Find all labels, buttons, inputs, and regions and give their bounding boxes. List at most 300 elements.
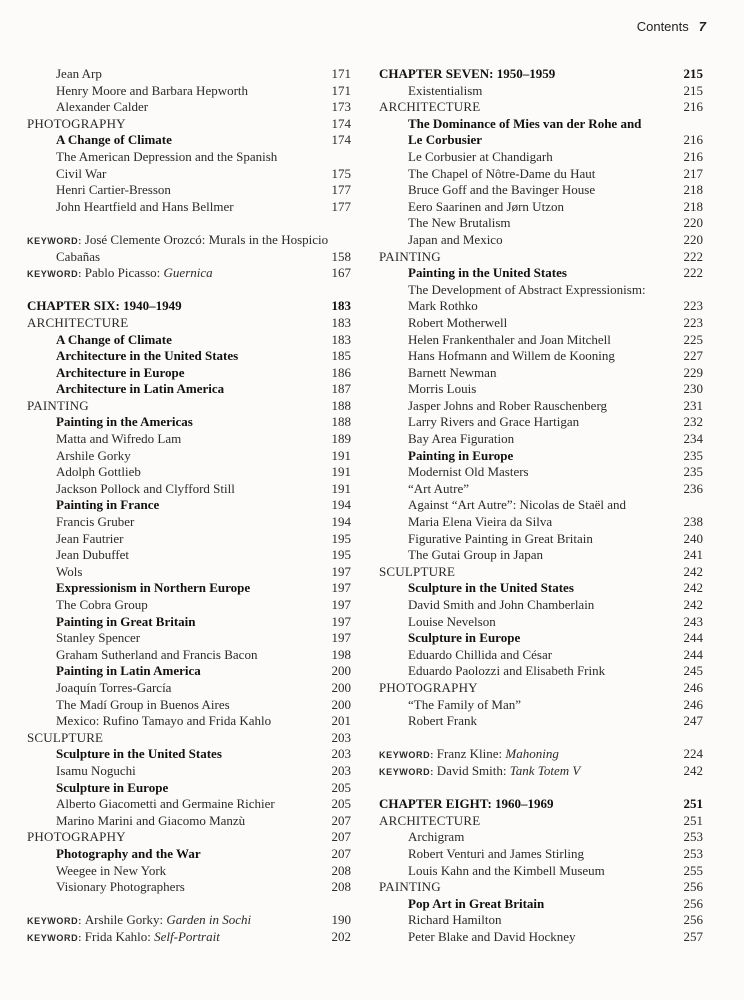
- entry-page-number: 197: [331, 597, 351, 612]
- toc-entry: [27, 813, 351, 830]
- entry-page-number: 191: [331, 447, 351, 463]
- entry-title: Cabañas: [56, 248, 101, 264]
- toc-entry: [379, 282, 703, 299]
- entry-title: Eduardo Paolozzi and Elisabeth Frink: [408, 663, 606, 679]
- entry-page-number: 216: [683, 148, 703, 164]
- entry-page-number: 217: [683, 165, 703, 181]
- entry-page-number: 185: [331, 348, 351, 364]
- entry-page-number: 218: [683, 198, 703, 214]
- toc-entry: [379, 381, 703, 398]
- subsection-heading: [379, 265, 703, 282]
- toc-entry: [27, 763, 351, 780]
- entry-title: CHAPTER SEVEN: 1950–1959: [379, 66, 556, 81]
- entry-page-number: 222: [683, 265, 703, 281]
- entry-title: Eero Saarinen and Jørn Utzon: [408, 198, 564, 214]
- entry-page-number: 203: [331, 762, 351, 778]
- entry-title: The Madí Group in Buenos Aires: [56, 696, 230, 712]
- entry-title: Peter Blake and David Hockney: [408, 928, 576, 944]
- entry-page-number: 227: [683, 348, 703, 364]
- entry-title: Joaquín Torres-García: [56, 679, 172, 695]
- section-heading: [27, 398, 351, 415]
- subsection-heading: [379, 630, 703, 647]
- entry-page-number: 201: [331, 713, 351, 729]
- entry-page-number: 207: [331, 812, 351, 828]
- section-heading: [379, 680, 703, 697]
- subsection-heading: [27, 381, 351, 398]
- entry-page-number: 175: [331, 165, 351, 181]
- header-title: Contents: [636, 19, 689, 34]
- entry-page-number: 234: [683, 431, 703, 447]
- subsection-heading: [27, 780, 351, 797]
- toc-entry: [379, 647, 703, 664]
- toc-entry: [27, 99, 351, 116]
- entry-title: “The Family of Man”: [408, 696, 521, 712]
- keyword-entry: [27, 912, 351, 929]
- entry-title: ARCHITECTURE: [379, 812, 481, 828]
- entry-title: PAINTING: [379, 248, 441, 264]
- entry-page-number: 194: [331, 497, 351, 513]
- spacer: [27, 282, 351, 299]
- entry-page-number: 189: [331, 431, 351, 447]
- subsection-heading: [379, 116, 703, 133]
- entry-page-number: 183: [331, 331, 351, 347]
- entry-page-number: 202: [331, 928, 351, 944]
- toc-entry: [27, 514, 351, 531]
- keyword-work-title: Garden in Sochi: [166, 912, 252, 928]
- entry-page-number: 167: [331, 265, 351, 281]
- running-header: [637, 19, 706, 34]
- entry-page-number: 173: [331, 99, 351, 115]
- toc-entry: [27, 713, 351, 730]
- toc-entry: [27, 83, 351, 100]
- entry-page-number: 238: [683, 514, 703, 530]
- entry-page-number: 174: [331, 115, 351, 131]
- toc-entry: [379, 182, 703, 199]
- entry-page-number: 246: [683, 679, 703, 695]
- entry-title: Sculpture in the United States: [408, 580, 574, 596]
- entry-page-number: 200: [331, 679, 351, 695]
- entry-title: Sculpture in Europe: [408, 630, 521, 646]
- entry-title: Jean Fautrier: [56, 530, 124, 546]
- subsection-heading: [27, 365, 351, 382]
- toc-entry: [379, 332, 703, 349]
- section-heading: [379, 564, 703, 581]
- keyword-text: Frida Kahlo:: [84, 928, 155, 944]
- entry-page-number: 171: [331, 82, 351, 98]
- entry-title: ARCHITECTURE: [379, 99, 481, 115]
- entry-title: Robert Venturi and James Stirling: [408, 845, 584, 861]
- entry-page-number: 225: [683, 331, 703, 347]
- entry-page-number: 251: [683, 796, 703, 812]
- entry-title: The Chapel of Nôtre-Dame du Haut: [408, 165, 596, 181]
- entry-title: Adolph Gottlieb: [56, 464, 141, 480]
- entry-title: Eduardo Chillida and César: [408, 646, 553, 662]
- keyword-work-title: Mahoning: [505, 746, 559, 762]
- entry-page-number: 203: [331, 729, 351, 745]
- entry-page-number: 215: [683, 82, 703, 98]
- entry-page-number: 177: [331, 198, 351, 214]
- toc-entry: [379, 697, 703, 714]
- spacer: [27, 215, 351, 232]
- subsection-heading: [27, 580, 351, 597]
- entry-title: Jackson Pollock and Clyfford Still: [56, 480, 235, 496]
- entry-page-number: 186: [331, 364, 351, 380]
- entry-page-number: 242: [683, 597, 703, 612]
- entry-title: Jean Arp: [56, 66, 102, 81]
- entry-title: Alexander Calder: [56, 99, 149, 115]
- entry-page-number: 220: [683, 215, 703, 231]
- keyword-entry: [379, 746, 703, 763]
- entry-page-number: 231: [683, 397, 703, 413]
- entry-page-number: 198: [331, 646, 351, 662]
- entry-title: Le Corbusier: [408, 132, 483, 148]
- entry-page-number: 208: [331, 862, 351, 878]
- entry-title: CHAPTER SIX: 1940–1949: [27, 298, 182, 314]
- entry-page-number: 256: [683, 895, 703, 911]
- toc-entry: [379, 464, 703, 481]
- toc-entry: [379, 531, 703, 548]
- entry-page-number: 235: [683, 447, 703, 463]
- entry-title: Hans Hofmann and Willem de Kooning: [408, 348, 615, 364]
- entry-page-number: 191: [331, 480, 351, 496]
- entry-title: Arshile Gorky: [56, 447, 131, 463]
- entry-title: Jean Dubuffet: [56, 547, 130, 563]
- spacer: [379, 780, 703, 797]
- entry-page-number: 223: [683, 298, 703, 314]
- toc-entry: [379, 829, 703, 846]
- entry-title: Wols: [56, 563, 83, 579]
- subsection-heading: [27, 332, 351, 349]
- entry-title: Matta and Wifredo Lam: [56, 431, 182, 447]
- entry-page-number: 183: [331, 298, 351, 314]
- entry-page-number: 242: [683, 563, 703, 579]
- toc-entry: [379, 215, 703, 232]
- entry-page-number: 203: [331, 746, 351, 762]
- toc-entry: [27, 680, 351, 697]
- entry-title: Sculpture in the United States: [56, 746, 222, 762]
- keyword-text: Franz Kline:: [436, 746, 506, 762]
- toc-entry: [379, 431, 703, 448]
- entry-title: Robert Frank: [408, 713, 477, 729]
- entry-page-number: 232: [683, 414, 703, 430]
- entry-page-number: 174: [331, 132, 351, 148]
- toc-entry: [27, 796, 351, 813]
- keyword-entry: [27, 232, 351, 249]
- entry-page-number: 197: [331, 613, 351, 629]
- entry-title: Bay Area Figuration: [408, 431, 515, 447]
- entry-page-number: 197: [331, 563, 351, 579]
- toc-entry: [379, 481, 703, 498]
- section-heading: [379, 879, 703, 896]
- entry-page-number: 195: [331, 530, 351, 546]
- entry-page-number: 256: [683, 879, 703, 895]
- section-heading: [379, 249, 703, 266]
- entry-title: Bruce Goff and the Bavinger House: [408, 182, 596, 198]
- entry-page-number: 245: [683, 663, 703, 679]
- entry-page-number: 207: [331, 845, 351, 861]
- entry-title: “Art Autre”: [408, 480, 470, 496]
- section-heading: [379, 99, 703, 116]
- entry-title: Painting in the Americas: [56, 414, 193, 430]
- toc-entry: [379, 166, 703, 183]
- toc-column-left: [27, 66, 351, 945]
- entry-title: Louis Kahn and the Kimbell Museum: [408, 862, 605, 878]
- entry-page-number: 190: [331, 912, 351, 928]
- toc-entry: [379, 232, 703, 249]
- page-number: 7: [698, 19, 706, 34]
- entry-page-number: 187: [331, 381, 351, 397]
- toc-entry: [27, 531, 351, 548]
- entry-page-number: 243: [683, 613, 703, 629]
- entry-page-number: 251: [683, 812, 703, 828]
- entry-page-number: 235: [683, 464, 703, 480]
- subsection-heading: [27, 497, 351, 514]
- toc-entry: [379, 414, 703, 431]
- spacer: [379, 730, 703, 747]
- entry-title: Le Corbusier at Chandigarh: [408, 148, 553, 164]
- toc-entry: [27, 564, 351, 581]
- section-heading: [27, 116, 351, 133]
- toc-entry: [27, 464, 351, 481]
- keyword-label: KEYWORD:: [27, 916, 82, 927]
- entry-page-number: 194: [331, 514, 351, 530]
- toc-entry: [27, 431, 351, 448]
- entry-title: Photography and the War: [56, 845, 201, 861]
- entry-page-number: 246: [683, 696, 703, 712]
- entry-page-number: 224: [683, 746, 703, 762]
- entry-page-number: 257: [683, 928, 703, 944]
- toc-entry: [379, 863, 703, 880]
- toc-entry: [27, 149, 351, 166]
- entry-title: The Cobra Group: [56, 597, 148, 612]
- entry-title: Civil War: [56, 165, 107, 181]
- entry-title: CHAPTER EIGHT: 1960–1969: [379, 796, 554, 812]
- entry-page-number: 240: [683, 530, 703, 546]
- entry-title: David Smith and John Chamberlain: [408, 597, 595, 612]
- entry-title: A Change of Climate: [56, 132, 172, 148]
- entry-page-number: 220: [683, 231, 703, 247]
- toc-entry: [27, 547, 351, 564]
- toc-entry: [379, 497, 703, 514]
- entry-title: Morris Louis: [408, 381, 477, 397]
- entry-page-number: 230: [683, 381, 703, 397]
- entry-title: Japan and Mexico: [408, 231, 503, 247]
- entry-title: Richard Hamilton: [408, 912, 502, 928]
- toc-entry: [379, 547, 703, 564]
- entry-title: Jasper Johns and Rober Rauschenberg: [408, 397, 608, 413]
- subsection-heading: [27, 614, 351, 631]
- subsection-heading: [27, 846, 351, 863]
- entry-title: Sculpture in Europe: [56, 779, 169, 795]
- toc-entry: [27, 597, 351, 614]
- entry-page-number: 218: [683, 182, 703, 198]
- entry-page-number: 216: [683, 99, 703, 115]
- entry-title: Visionary Photographers: [56, 879, 185, 895]
- entry-page-number: 236: [683, 480, 703, 496]
- subsection-heading: [27, 414, 351, 431]
- entry-page-number: 242: [683, 762, 703, 778]
- entry-page-number: 222: [683, 248, 703, 264]
- keyword-text: José Clemente Orozcó: Murals in the Hospicio: [84, 231, 329, 247]
- entry-title: John Heartfield and Hans Bellmer: [56, 198, 234, 214]
- toc-entry: [379, 199, 703, 216]
- entry-title: Isamu Noguchi: [56, 762, 136, 778]
- section-heading: [27, 315, 351, 332]
- toc-entry: [379, 614, 703, 631]
- entry-title: Figurative Painting in Great Britain: [408, 530, 593, 546]
- toc-entry: [379, 315, 703, 332]
- entry-page-number: 216: [683, 132, 703, 148]
- toc-entry: [379, 912, 703, 929]
- keyword-work-title: Self-Portrait: [154, 928, 220, 944]
- toc-entry: [379, 597, 703, 614]
- entry-title: Louise Nevelson: [408, 613, 496, 629]
- subsection-heading: [27, 348, 351, 365]
- entry-title: PHOTOGRAPHY: [27, 829, 126, 845]
- entry-page-number: 197: [331, 580, 351, 596]
- spacer: [27, 896, 351, 913]
- toc-entry: [379, 398, 703, 415]
- entry-title: Henri Cartier-Bresson: [56, 182, 171, 198]
- keyword-entry: [27, 265, 351, 282]
- entry-page-number: 200: [331, 696, 351, 712]
- entry-title: The Development of Abstract Expressionism:: [408, 281, 646, 297]
- toc-entry: [27, 630, 351, 647]
- toc-column-right: [379, 66, 703, 945]
- entry-title: Archigram: [408, 829, 465, 845]
- entry-page-number: 171: [331, 66, 351, 81]
- entry-page-number: 191: [331, 464, 351, 480]
- entry-page-number: 215: [683, 66, 703, 81]
- toc-entry: [27, 199, 351, 216]
- entry-page-number: 244: [683, 630, 703, 646]
- entry-title: Expressionism in Northern Europe: [56, 580, 251, 596]
- entry-page-number: 208: [331, 879, 351, 895]
- entry-title: Maria Elena Vieira da Silva: [408, 514, 553, 530]
- keyword-entry: [379, 763, 703, 780]
- entry-title: Against “Art Autre”: Nicolas de Staël and: [408, 497, 627, 513]
- entry-title: Henry Moore and Barbara Hepworth: [56, 82, 249, 98]
- entry-page-number: 195: [331, 547, 351, 563]
- toc-entry: [27, 182, 351, 199]
- chapter-heading: [379, 796, 703, 813]
- entry-title: The American Depression and the Spanish: [56, 148, 278, 164]
- subsection-heading: [379, 132, 703, 149]
- entry-title: Alberto Giacometti and Germaine Richier: [56, 796, 275, 812]
- toc-entry: [27, 66, 351, 83]
- subsection-heading: [27, 746, 351, 763]
- entry-title: Weegee in New York: [56, 862, 167, 878]
- subsection-heading: [27, 663, 351, 680]
- keyword-label: KEYWORD:: [27, 235, 82, 246]
- entry-title: PAINTING: [379, 879, 441, 895]
- entry-page-number: 188: [331, 397, 351, 413]
- entry-page-number: 205: [331, 796, 351, 812]
- toc-entry: [379, 929, 703, 946]
- entry-title: Stanley Spencer: [56, 630, 141, 646]
- toc-entry: [27, 448, 351, 465]
- entry-title: The New Brutalism: [408, 215, 511, 231]
- entry-title: Robert Motherwell: [408, 314, 508, 330]
- keyword-label: KEYWORD:: [379, 766, 434, 777]
- entry-page-number: 158: [331, 248, 351, 264]
- keyword-text: Pablo Picasso:: [84, 265, 164, 281]
- entry-page-number: 253: [683, 845, 703, 861]
- entry-page-number: 244: [683, 646, 703, 662]
- toc-entry: [379, 663, 703, 680]
- entry-title: A Change of Climate: [56, 331, 172, 347]
- toc-entry: [379, 846, 703, 863]
- entry-page-number: 223: [683, 314, 703, 330]
- entry-page-number: 256: [683, 912, 703, 928]
- entry-page-number: 205: [331, 779, 351, 795]
- entry-title: Francis Gruber: [56, 514, 135, 530]
- toc-entry: [27, 166, 351, 183]
- toc-entry: [27, 863, 351, 880]
- entry-page-number: 253: [683, 829, 703, 845]
- entry-page-number: 188: [331, 414, 351, 430]
- entry-title: PHOTOGRAPHY: [27, 115, 126, 131]
- entry-title: Painting in France: [56, 497, 160, 513]
- entry-title: Architecture in the United States: [56, 348, 239, 364]
- entry-title: The Gutai Group in Japan: [408, 547, 544, 563]
- entry-title: Mexico: Rufino Tamayo and Frida Kahlo: [56, 713, 272, 729]
- keyword-label: KEYWORD:: [379, 750, 434, 761]
- toc-entry: [379, 149, 703, 166]
- toc-entry: [27, 697, 351, 714]
- entry-title: Barnett Newman: [408, 364, 497, 380]
- entry-title: Modernist Old Masters: [408, 464, 529, 480]
- entry-title: SCULPTURE: [27, 729, 104, 745]
- entry-title: Architecture in Latin America: [56, 381, 225, 397]
- toc-entry: [379, 348, 703, 365]
- keyword-text: Arshile Gorky:: [84, 912, 167, 928]
- entry-title: Pop Art in Great Britain: [408, 895, 545, 911]
- entry-title: Marino Marini and Giacomo Manzù: [56, 812, 246, 828]
- subsection-heading: [379, 896, 703, 913]
- entry-title: Larry Rivers and Grace Hartigan: [408, 414, 580, 430]
- toc-entry: [27, 481, 351, 498]
- toc-entry: [379, 298, 703, 315]
- entry-title: The Dominance of Mies van der Rohe and: [408, 115, 642, 131]
- entry-title: Graham Sutherland and Francis Bacon: [56, 646, 258, 662]
- entry-title: Mark Rothko: [408, 298, 478, 314]
- entry-title: Painting in Great Britain: [56, 613, 196, 629]
- section-heading: [379, 813, 703, 830]
- section-heading: [27, 730, 351, 747]
- entry-title: Helen Frankenthaler and Joan Mitchell: [408, 331, 611, 347]
- toc-entry: [27, 647, 351, 664]
- entry-page-number: 241: [683, 547, 703, 563]
- toc-entry: [379, 713, 703, 730]
- subsection-heading: [379, 448, 703, 465]
- keyword-work-title: Guernica: [163, 265, 213, 281]
- entry-page-number: 255: [683, 862, 703, 878]
- entry-title: Painting in Latin America: [56, 663, 201, 679]
- entry-page-number: 197: [331, 630, 351, 646]
- entry-page-number: 177: [331, 182, 351, 198]
- entry-title: PHOTOGRAPHY: [379, 679, 478, 695]
- toc-entry: [27, 249, 351, 266]
- entry-page-number: 183: [331, 314, 351, 330]
- section-heading: [27, 829, 351, 846]
- keyword-text: David Smith:: [436, 762, 510, 778]
- entry-title: Painting in the United States: [408, 265, 567, 281]
- entry-page-number: 229: [683, 364, 703, 380]
- subsection-heading: [27, 132, 351, 149]
- toc-entry: [27, 879, 351, 896]
- entry-title: Architecture in Europe: [56, 364, 185, 380]
